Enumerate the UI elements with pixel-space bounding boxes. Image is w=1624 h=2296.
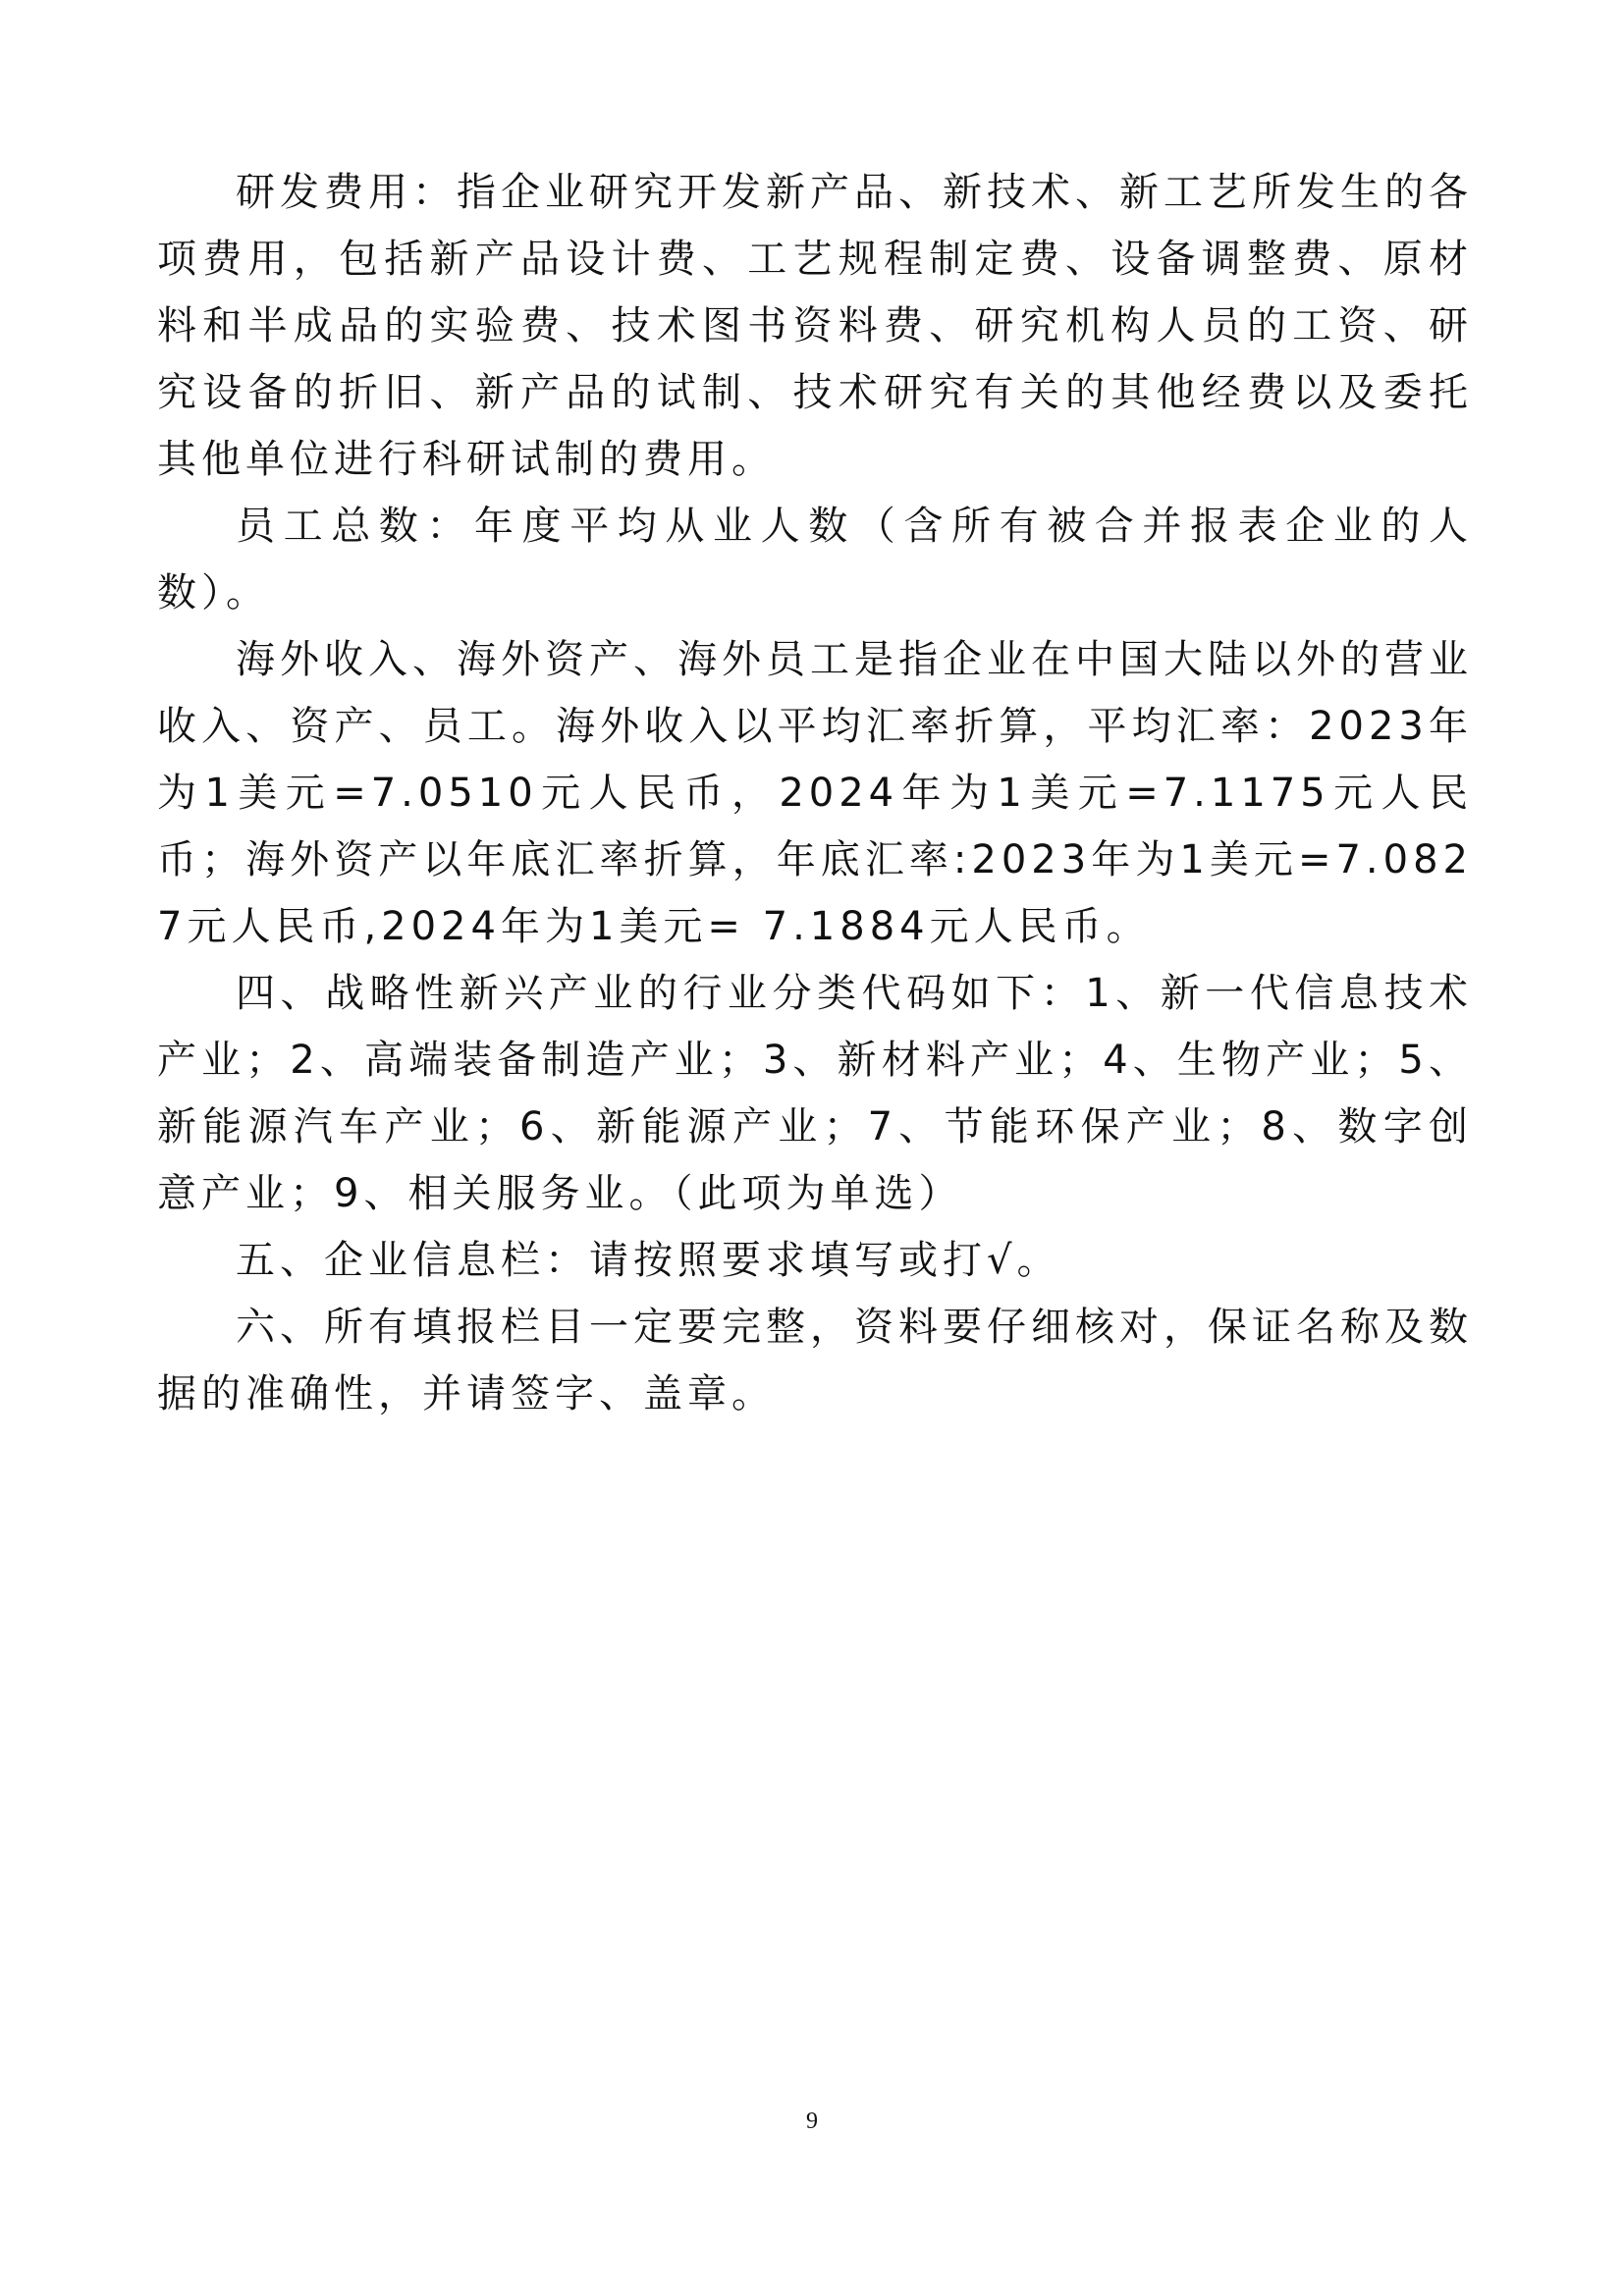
paragraph-employee-count: 员工总数：年度平均从业人数（含所有被合并报表企业的人数）。 (157, 504, 1473, 615)
paragraph-industry-codes: 四、战略性新兴产业的行业分类代码如下：1、新一代信息技术产业；2、高端装备制造产业；3、新材料产业；4、生物产业；5、新能源汽车产业；6、新能源产业；7、节能环保产业；8、数字创意产业；9、相关服务业。（此项为单选） (157, 971, 1473, 1216)
document-body (157, 159, 1473, 1427)
page-number: 9 (806, 2109, 818, 2134)
paragraph-overseas-figures: 海外收入、海外资产、海外员工是指企业在中国大陆以外的营业收入、资产、员工。海外收入以平均汇率折算，平均汇率：2023年为1美元=7.0510元人民币，2024年为1美元=7.1175元人民币；海外资产以年底汇率折算，年底汇率:2023年为1美元=7.0827元人民币,2024年为1美元= 7.1884元人民币。 (157, 637, 1473, 949)
paragraph-company-info: 五、企业信息栏：请按照要求填写或打√。 (236, 1238, 1061, 1283)
paragraph-rd-expenses: 研发费用：指企业研究开发新产品、新技术、新工艺所发生的各项费用，包括新产品设计费、工艺规程制定费、设备调整费、原材料和半成品的实验费、技术图书资料费、研究机构人员的工资、研究设备的折旧、新产品的试制、技术研究有关的其他经费以及委托其他单位进行科研试制的费用。 (157, 170, 1473, 482)
paragraph-completeness: 六、所有填报栏目一定要完整，资料要仔细核对，保证名称及数据的准确性，并请签字、盖章。 (157, 1305, 1473, 1416)
